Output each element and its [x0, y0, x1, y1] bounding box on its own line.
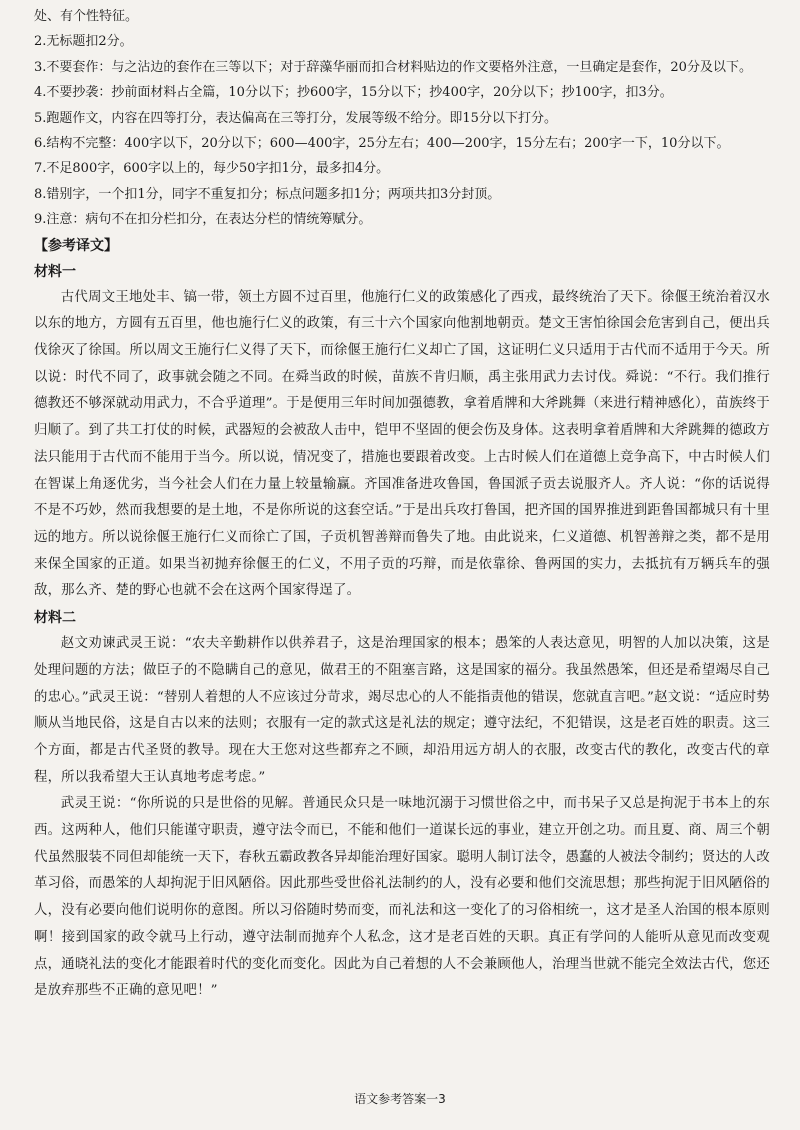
material2-paragraph: 武灵王说：“你所说的只是世俗的见解。普通民众只是一味地沉溺于习惯世俗之中，而书呆子又总是拘泥于书本上的东西。这两种人，他们只能谨守职责，遵守法令而已，不能和他们一道谋长远的事业，建立开创之功。而且夏、商、周三个朝代虽然服装不同但却能统一天下，春秋五霸政教各异却能治理好国家。聪明人制订法令，愚蠢的人被法令制约；贤达的人改革习俗，而愚笨的人却拘泥于旧风陋俗。因此那些受世俗礼法制约的人，没有必要和他们交流思想；那些拘泥于旧风陋俗的人，没有必要向他们说明你的意图。所以习俗随时势而变，而礼法和这一变化了的习俗相统一，这才是圣人治国的根本原则啊！接到国家的政令就马上行动，遵守法制而抛弃个人私念，这才是老百姓的天职。真正有学问的人能听从意见而改变观点，通晓礼法的变化才能跟着时代的变化而变化。因此为自己着想的人不会兼顾他人，治理当世就不能完全效法古代，您还是放弃那些不正确的意见吧！” [34, 796, 770, 999]
page-footer: 语文参考答案一3 [354, 1092, 446, 1106]
material1-title: 材料一 [34, 263, 76, 280]
material1-paragraph: 古代周文王地处丰、镐一带，领土方圆不过百里，他施行仁义的政策感化了西戎，最终统治了天下。徐偃王统治着汉水以东的地方，方圆有五百里，他也施行仁义的政策，有三十六个国家向他割地朝贡。楚文王害怕徐国会危害到自己，便出兵伐徐灭了徐国。所以周文王施行仁义得了天下，而徐偃王施行仁义却亡了国，这证明仁义只适用于古代而不适用于今天。所以说：时代不同了，政事就会随之不同。在舜当政的时候，苗族不肯归顺，禹主张用武力去讨伐。舜说：“不行。我们推行德教还不够深就动用武力，不合乎道理”。于是便用三年时间加强德教，拿着盾牌和大斧跳舞（来进行精神感化），苗族终于归顺了。到了共工打仗的时候，武器短的会被敌人击中，铠甲不坚固的便会伤及身体。这表明拿着盾牌和大斧跳舞的德政方法只能用于古代而不能用于当今。所以说，情况变了，措施也要跟着改变。上古时候人们在道德上竞争高下，中古时候人们在智谋上角逐优劣，当今社会人们在力量上较量输赢。齐国准备进攻鲁国，鲁国派子贡去说服齐人。齐人说：“你的话说得不是不巧妙，然而我想要的是土地，不是你所说的这套空话。”于是出兵攻打鲁国，把齐国的国界推进到距鲁国都城只有十里远的地方。所以说徐偃王施行仁义而徐亡了国，子贡机智善辩而鲁失了地。由此说来，仁义道德、机智善辩之类，都不是用来保全国家的正道。如果当初抛弃徐偃王的仁义，不用子贡的巧辩，而是依靠徐、鲁两国的实力，去抵抗有万辆兵车的强敌，那么齐、楚的野心也就不会在这两个国家得逞了。 [34, 289, 770, 599]
rule-line: 7.不足800字，600字以上的，每少50字扣1分，最多扣4分。 [34, 161, 390, 177]
rule-line: 5.跑题作文，内容在四等打分，表达偏高在三等打分，发展等级不给分。即15分以下打分。 [34, 110, 557, 126]
rule-line: 4.不要抄袭：抄前面材料占全篇，10分以下；抄600字，15分以下；抄400字，20分以下；抄100字，扣3分。 [34, 85, 673, 101]
rule-line: 9.注意：病句不在扣分栏扣分，在表达分栏的情统筹赋分。 [34, 212, 372, 228]
rule-line: 8.错别字，一个扣1分，同字不重复扣分；标点问题多扣1分；两项共扣3分封顶。 [34, 186, 501, 202]
rule-line: 6.结构不完整：400字以下，20分以下；600—400字，25分左右；400—200字，15分左右；200字一下，10分以下。 [34, 136, 730, 152]
scoring-rules [34, 4, 770, 233]
section-title: 【参考译文】 [34, 237, 118, 254]
rule-line: 2.无标题扣2分。 [34, 34, 133, 50]
material2-paragraph: 赵文劝谏武灵王说：“农夫辛勤耕作以供养君子，这是治理国家的根本；愚笨的人表达意见，明智的人加以决策，这是处理问题的方法；做臣子的不隐瞒自己的意见，做君王的不阻塞言路，这是国家的福分。我虽然愚笨，但还是希望竭尽自己的忠心。”武灵王说：“替别人着想的人不应该过分苛求，竭尽忠心的人不能指责他的错误，您就直言吧。”赵文说：“适应时势顺从当地民俗，这是自古以来的法则；衣服有一定的款式这是礼法的规定；遵守法纪，不犯错误，这是老百姓的职责。这三个方面，都是古代圣贤的教导。现在大王您对这些都弃之不顾，却沿用远方胡人的衣服，改变古代的教化，改变古代的章程，所以我希望大王认真地考虑考虑。” [34, 636, 770, 785]
rule-line: 3.不要套作：与之沾边的套作在三等以下；对于辞藻华丽而扣合材料贴边的作文要格外注意，一旦确定是套作，20分及以下。 [34, 59, 752, 75]
material2-title: 材料二 [34, 610, 76, 627]
rule-line: 处、有个性特征。 [34, 9, 139, 24]
